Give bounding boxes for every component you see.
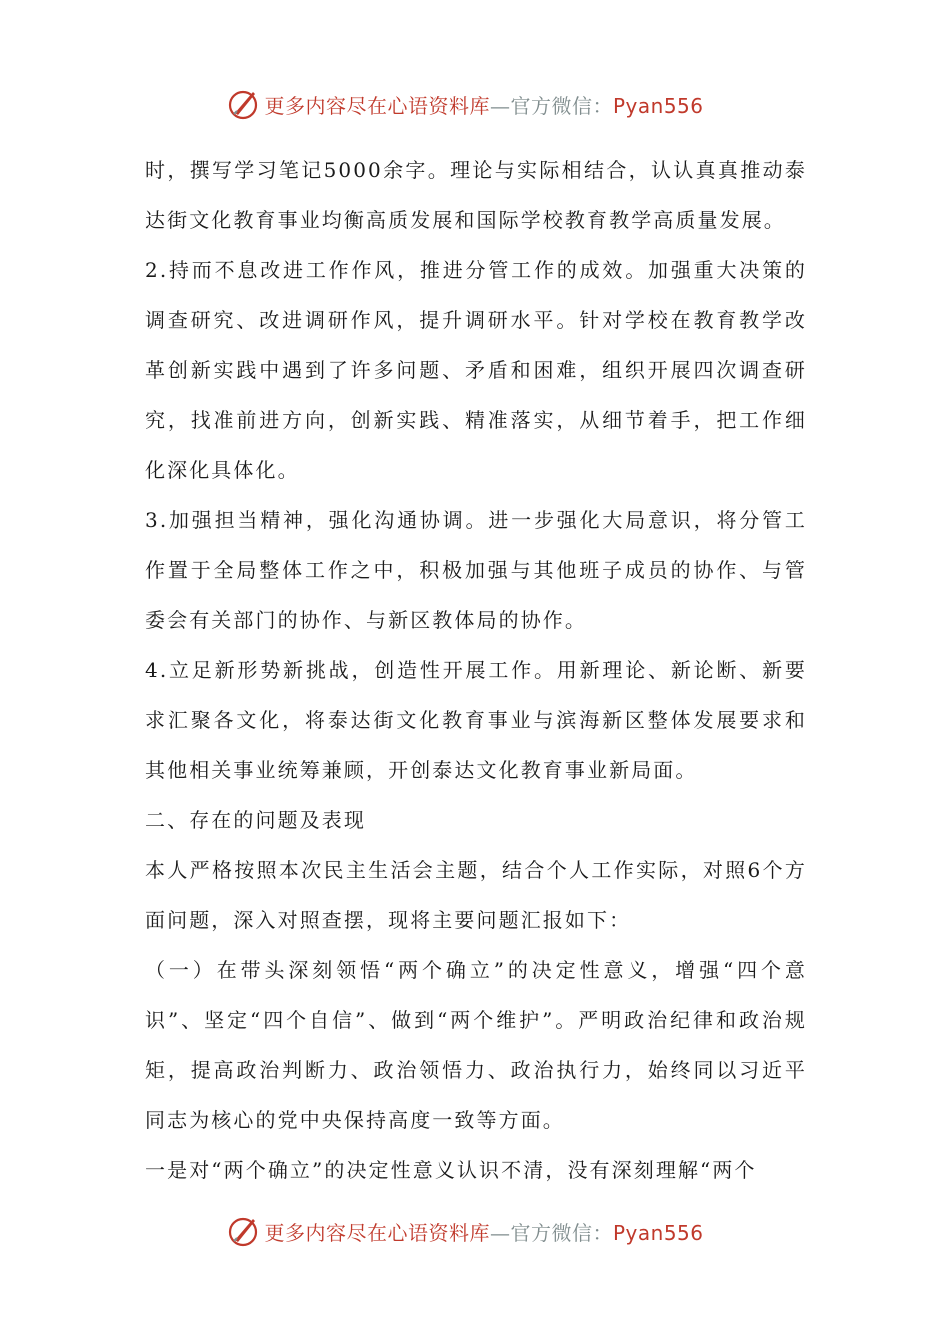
paragraph: 2.持而不息改进工作作风，推进分管工作的成效。加强重大决策的调查研究、改进调研作风，提升调研水平。针对学校在教育教学改革创新实践中遇到了许多问题、矛盾和困难，组织开展四次调查研究，找准前进方向，创新实践、精准落实，从细节着手，把工作细化深化具体化。	[145, 258, 807, 482]
paragraph: （一）在带头深刻领悟“两个确立”的决定性意义，增强“四个意识”、坚定“四个自信”、做到“两个维护”。严明政治纪律和政治规矩，提高政治判断力、政治领悟力、政治执行力，始终同以习近平同志为核心的党中央保持高度一致等方面。	[145, 958, 807, 1132]
paragraph: 时，撰写学习笔记5000余字。理论与实际相结合，认认真真推动泰达街文化教育事业均衡高质发展和国际学校教育教学高质量发展。	[145, 158, 807, 232]
document-body	[145, 145, 807, 1195]
section-heading: 二、存在的问题及表现	[145, 808, 366, 832]
paragraph: 一是对“两个确立”的决定性意义认识不清，没有深刻理解“两个	[145, 1158, 757, 1182]
watermark-account: Pyan556	[612, 1220, 704, 1245]
watermark-footer	[0, 1211, 950, 1251]
watermark-main-text: 更多内容尽在心语资料库	[264, 93, 490, 118]
watermark-sub-text: 官方微信：	[510, 93, 613, 118]
quill-logo-icon	[226, 87, 260, 121]
watermark-header	[0, 84, 950, 124]
paragraph: 本人严格按照本次民主生活会主题，结合个人工作实际，对照6个方面问题，深入对照查摆，现将主要问题汇报如下：	[145, 858, 807, 932]
watermark-separator: —	[489, 93, 511, 118]
watermark-account: Pyan556	[612, 93, 704, 118]
paragraph: 4.立足新形势新挑战，创造性开展工作。用新理论、新论断、新要求汇聚各文化，将泰达街文化教育事业与滨海新区整体发展要求和其他相关事业统筹兼顾，开创泰达文化教育事业新局面。	[145, 658, 807, 782]
watermark-separator: —	[489, 1220, 511, 1245]
quill-logo-icon	[226, 1214, 260, 1248]
watermark-main-text: 更多内容尽在心语资料库	[264, 1220, 490, 1245]
watermark-sub-text: 官方微信：	[510, 1220, 613, 1245]
paragraph: 3.加强担当精神，强化沟通协调。进一步强化大局意识，将分管工作置于全局整体工作之中，积极加强与其他班子成员的协作、与管委会有关部门的协作、与新区教体局的协作。	[145, 508, 807, 632]
